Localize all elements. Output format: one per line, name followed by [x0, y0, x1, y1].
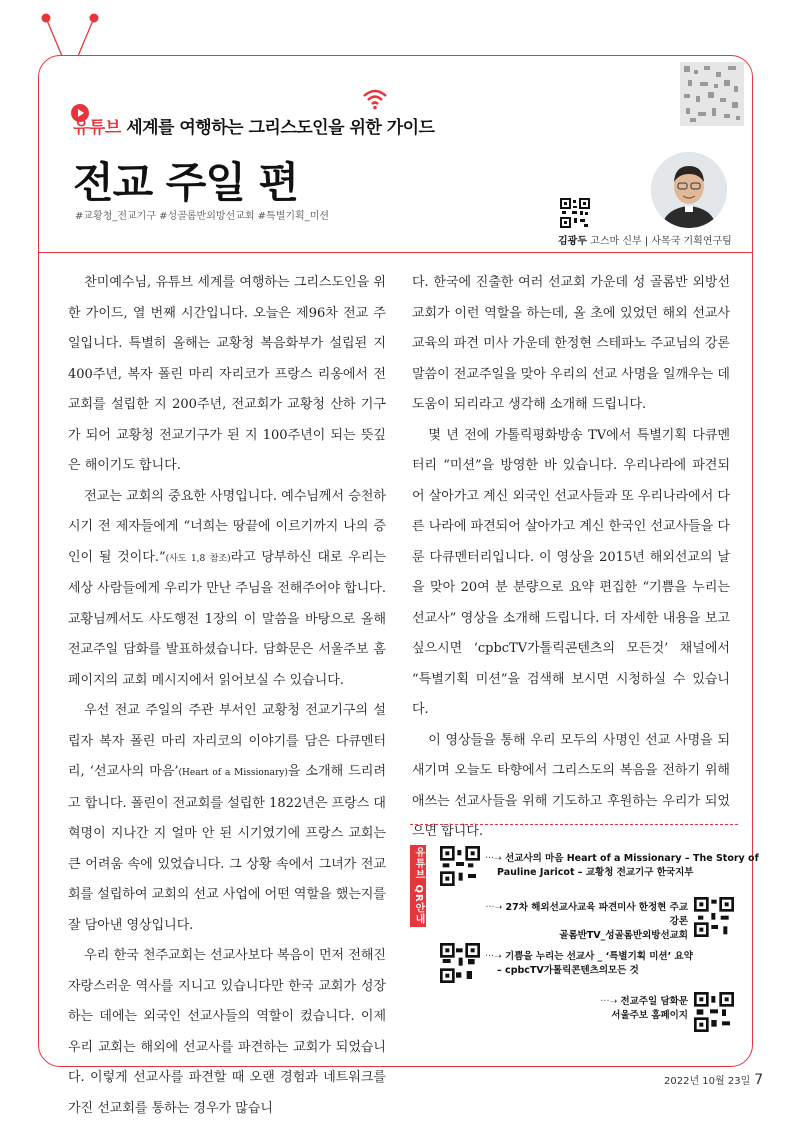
qr-item-text: [540, 995, 688, 1023]
qr-item-line: 골롬반TV_성골롬반외방선교회: [559, 930, 688, 941]
arrow-icon: ···➝: [485, 902, 506, 913]
series-title: [73, 113, 434, 138]
author-credit: [558, 232, 732, 247]
paragraph: 다. 한국에 진출한 여러 선교회 가운데 성 골롬반 외방선교회가 이런 역할을 하는데, 올 초에 있었던 해외 선교사 교육의 파견 미사 가운데 한정현 스테파노 주교님의 강론 말씀이 전교주일을 맞아 우리의 선교 사명을 일깨우는 데 도움이 되리라고 생각해 소개해 드립니다.: [412, 275, 730, 412]
qr-item-line: 기쁨을 누리는 선교사 _ ‘특별기획 미션’ 요약: [505, 951, 693, 962]
arrow-icon: ···➝: [485, 951, 506, 962]
text-span: 우선 전교 주일의 주관 부서인 교황청 전교기구의 설립자 복자 폴린 마리 자리코의 이야기를 담은 다큐멘터리, ‘선교사의 마음’: [68, 703, 386, 779]
qr-item-line: 27차 해외선교사교육 파견미사 한정현 주교 강론: [505, 902, 688, 927]
article-column-left: [68, 268, 386, 1124]
qr-code-icon[interactable]: [440, 846, 480, 886]
qr-item-line: 서울주보 홈페이지: [611, 1010, 688, 1021]
qr-section-label: 유튜브 QR안내: [410, 845, 426, 927]
qr-item-line: 전교주일 담화문: [620, 996, 688, 1007]
qr-item-text: [485, 950, 693, 978]
text-span: 라고 당부하신 대로 우리는 세상 사람들에게 우리가 만난 주님을 전해주어야 합니다. 교황님께서도 사도행전 1장의 이 말씀을 바탕으로 올해 전교주일 담화를 발표하셨습니다. 담화문은 서울주보 홈페이지의 교회 메시지에서 읽어보실 수 있습니다.: [68, 549, 386, 688]
qr-item-line: – cpbcTV가톨릭콘텐츠의모든 것: [497, 965, 639, 976]
qr-code-icon[interactable]: [694, 992, 734, 1032]
author-name: 김광두: [558, 236, 587, 247]
qr-item-line: 선교사의 마음 Heart of a Missionary – The Story of: [505, 853, 759, 864]
paragraph: 이 영상들을 통해 우리 모두의 사명인 선교 사명을 되새기며 오늘도 타향에서 그리스도의 복음을 전하기 위해 애쓰는 선교사들을 위해 기도하고 후원하는 우리가 되었으면 합니다.: [412, 732, 730, 839]
author-photo: [651, 152, 727, 228]
page-title: 전교 주일 편: [73, 158, 299, 207]
paragraph: 찬미예수님, 유튜브 세계를 여행하는 그리스도인을 위한 가이드, 열 번째 시간입니다. 오늘은 제96차 전교 주일입니다. 특별히 올해는 교황청 복음화부가 설립된 지 400주년, 복자 폴린 마리 자리코가 프랑스 리옹에서 전교회를 설립한 지 200주년, 전교회가 교황청 산하 기구가 되어 교황청 전교기구가 된 지 100주년이 되는 뜻깊은 해이기도 합니다.: [68, 275, 386, 473]
paragraph: [68, 696, 386, 941]
citation: (Heart of a Missionary): [178, 768, 288, 778]
series-title-youtube: 유튜브: [73, 118, 121, 138]
qr-code-icon[interactable]: [680, 62, 744, 126]
qr-item-text: [478, 901, 688, 943]
qr-code-icon[interactable]: [440, 943, 480, 983]
arrow-icon: ···➝: [485, 853, 506, 864]
paragraph: 우리 한국 천주교회는 선교사보다 복음이 먼저 전해진 자랑스러운 역사를 지니고 있습니다만 한국 교회가 성장하는 데에는 외국인 선교사들의 역할이 컸습니다. 이제 우리 교회는 해외에 선교사를 파견하는 교회가 되었습니다. 이렇게 선교사를 파견할 때 오랜 경험과 네트워크를 가진 선교회를 통하는 경우가 많습니: [68, 948, 386, 1116]
series-title-rest: 세계를 여행하는 그리스도인을 위한 가이드: [120, 118, 435, 138]
qr-code-icon[interactable]: [694, 897, 734, 937]
paragraph: [68, 482, 386, 697]
qr-section-divider: [410, 824, 738, 825]
page-footer: [664, 1072, 763, 1088]
antenna-decoration: [40, 10, 100, 60]
qr-code-icon[interactable]: [560, 198, 590, 228]
wifi-icon: [362, 88, 388, 110]
qr-item-line: Pauline Jaricot – 교황청 전교기구 한국지부: [497, 867, 694, 878]
header-divider: [38, 252, 753, 253]
author-role: 고스마 신부 | 사목국 기획연구팀: [586, 236, 732, 247]
page-number: 7: [754, 1072, 764, 1088]
citation: (사도 1,8 참조): [165, 553, 231, 564]
qr-item-text: [485, 852, 759, 880]
text-span: 전교는 교회의 중요한 사명입니다. 예수님께서 승천하시기 전 제자들에게 “너희는 땅끝에 이르기까지 나의 증인이 될 것이다.”: [68, 488, 386, 565]
text-span: 을 소개해 드리려고 합니다. 폴린이 전교회를 설립한 1822년은 프랑스 대혁명이 지나간 지 얼마 안 된 시기였기에 프랑스 교회는 큰 어려움 속에 있었습니다. 그 상황 속에서 그녀가 전교회를 설립하여 교회의 선교 사업에 어떤 역할을 했는지를 잘 담아낸 영상입니다.: [68, 764, 386, 933]
hashtags: #교황청_전교기구 #성골롬반외방선교회 #특별기획_미션: [75, 211, 330, 222]
paragraph: 몇 년 전에 가톨릭평화방송 TV에서 특별기획 다큐멘터리 “미션”을 방영한 바 있습니다. 우리나라에 파견되어 살아가고 계신 외국인 선교사들과 또 우리나라에서 다른 나라에 파견되어 살아가고 계신 한국인 선교사들을 다룬 다큐멘터리입니다. 이 영상을 2015년 해외선교의 날을 맞아 20여 분 분량으로 요약 편집한 “기쁨을 누리는 선교사” 영상을 소개해 드립니다. 더 자세한 내용을 보고 싶으시면 ‘cpbcTV가톨릭콘텐츠의 모든것’ 채널에서 “특별기획 미션”을 검색해 보시면 시청하실 수 있습니다.: [412, 427, 730, 717]
article-column-right: [412, 268, 730, 848]
issue-date: 2022년 10월 23일: [664, 1076, 751, 1087]
arrow-icon: ···➝: [600, 996, 621, 1007]
